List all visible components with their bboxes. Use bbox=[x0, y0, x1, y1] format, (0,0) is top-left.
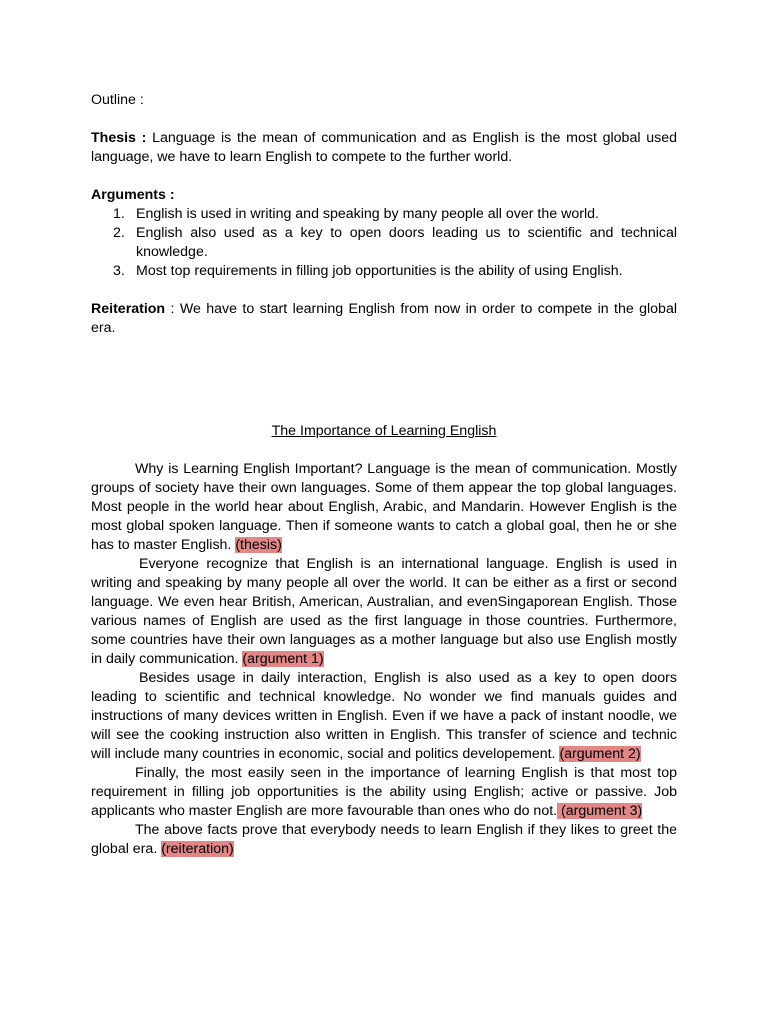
essay-paragraph bbox=[91, 555, 677, 669]
argument-item bbox=[91, 224, 677, 262]
essay-paragraph bbox=[91, 669, 677, 764]
argument-text: English is used in writing and speaking by many people all over the world. bbox=[136, 206, 599, 222]
argument-number: 2. bbox=[113, 225, 125, 241]
reiteration-label: Reiteration bbox=[91, 301, 166, 317]
essay-paragraph bbox=[91, 821, 677, 859]
essay-body bbox=[91, 460, 677, 859]
reiteration-statement bbox=[91, 300, 677, 338]
paragraph-text: Everyone recognize that English is an international language. English is used in writing and speaking by many people all over the world. It can be either as a first or second language. We even hear British, American, Australian, and evenSingaporean English. Those various names of English are used as the first language in those countries. Furthermore, some countries have their own languages as a mother language but also use English mostly in daily communication. bbox=[91, 556, 677, 667]
argument-1-tag: (argument 1) bbox=[242, 651, 324, 667]
paragraph-text: Why is Learning English Important? Language is the mean of communication. Mostly groups of society have their own languages. Some of them appear the top global languages. Most people in the world hear about English, Arabic, and Mandarin. However English is the most global spoken language. Then if someone wants to catch a global goal, then he or she has to master English. bbox=[91, 461, 677, 553]
argument-2-tag: (argument 2) bbox=[559, 746, 641, 762]
arguments-label: Arguments : bbox=[91, 187, 175, 203]
essay-title: The Importance of Learning English bbox=[271, 423, 497, 439]
argument-item bbox=[91, 262, 677, 281]
paragraph-text: Besides usage in daily interaction, English is also used as a key to open doors leading to scientific and technical knowledge. No wonder we find manuals guides and instructions of many devices written in English. Even if we have a pack of instant noodle, we will see the cooking instruction also written in English. This transfer of science and technic will include many countries in economic, social and politics developement. bbox=[91, 670, 677, 762]
argument-number: 1. bbox=[113, 206, 125, 222]
reiteration-text: : We have to start learning English from now in order to compete in the global era. bbox=[91, 301, 677, 336]
paragraph-text: Finally, the most easily seen in the importance of learning English is that most top requirement in filling job opportunities is the ability using English; active or passive. Job applicants who master English are more favourable than ones who do not. bbox=[91, 765, 677, 819]
thesis-tag: (thesis) bbox=[235, 537, 282, 553]
outline-label: Outline : bbox=[91, 92, 144, 108]
arguments-heading bbox=[91, 186, 677, 205]
argument-number: 3. bbox=[113, 263, 125, 279]
argument-3-tag: (argument 3) bbox=[557, 803, 643, 819]
thesis-label: Thesis : bbox=[91, 130, 147, 146]
reiteration-tag: (reiteration) bbox=[161, 841, 234, 857]
argument-item bbox=[91, 205, 677, 224]
document-page bbox=[91, 91, 677, 859]
argument-text: English also used as a key to open doors leading us to scientific and technical knowledge. bbox=[136, 225, 677, 260]
arguments-list bbox=[91, 205, 677, 281]
thesis-text: Language is the mean of communication and as English is the most global used language, we have to learn English to compete to the further world. bbox=[91, 130, 677, 165]
essay-paragraph bbox=[91, 764, 677, 821]
essay-paragraph bbox=[91, 460, 677, 555]
thesis-statement bbox=[91, 129, 677, 167]
paragraph-text: The above facts prove that everybody needs to learn English if they likes to greet the global era. bbox=[91, 822, 677, 857]
argument-text: Most top requirements in filling job opportunities is the ability of using English. bbox=[136, 263, 623, 279]
